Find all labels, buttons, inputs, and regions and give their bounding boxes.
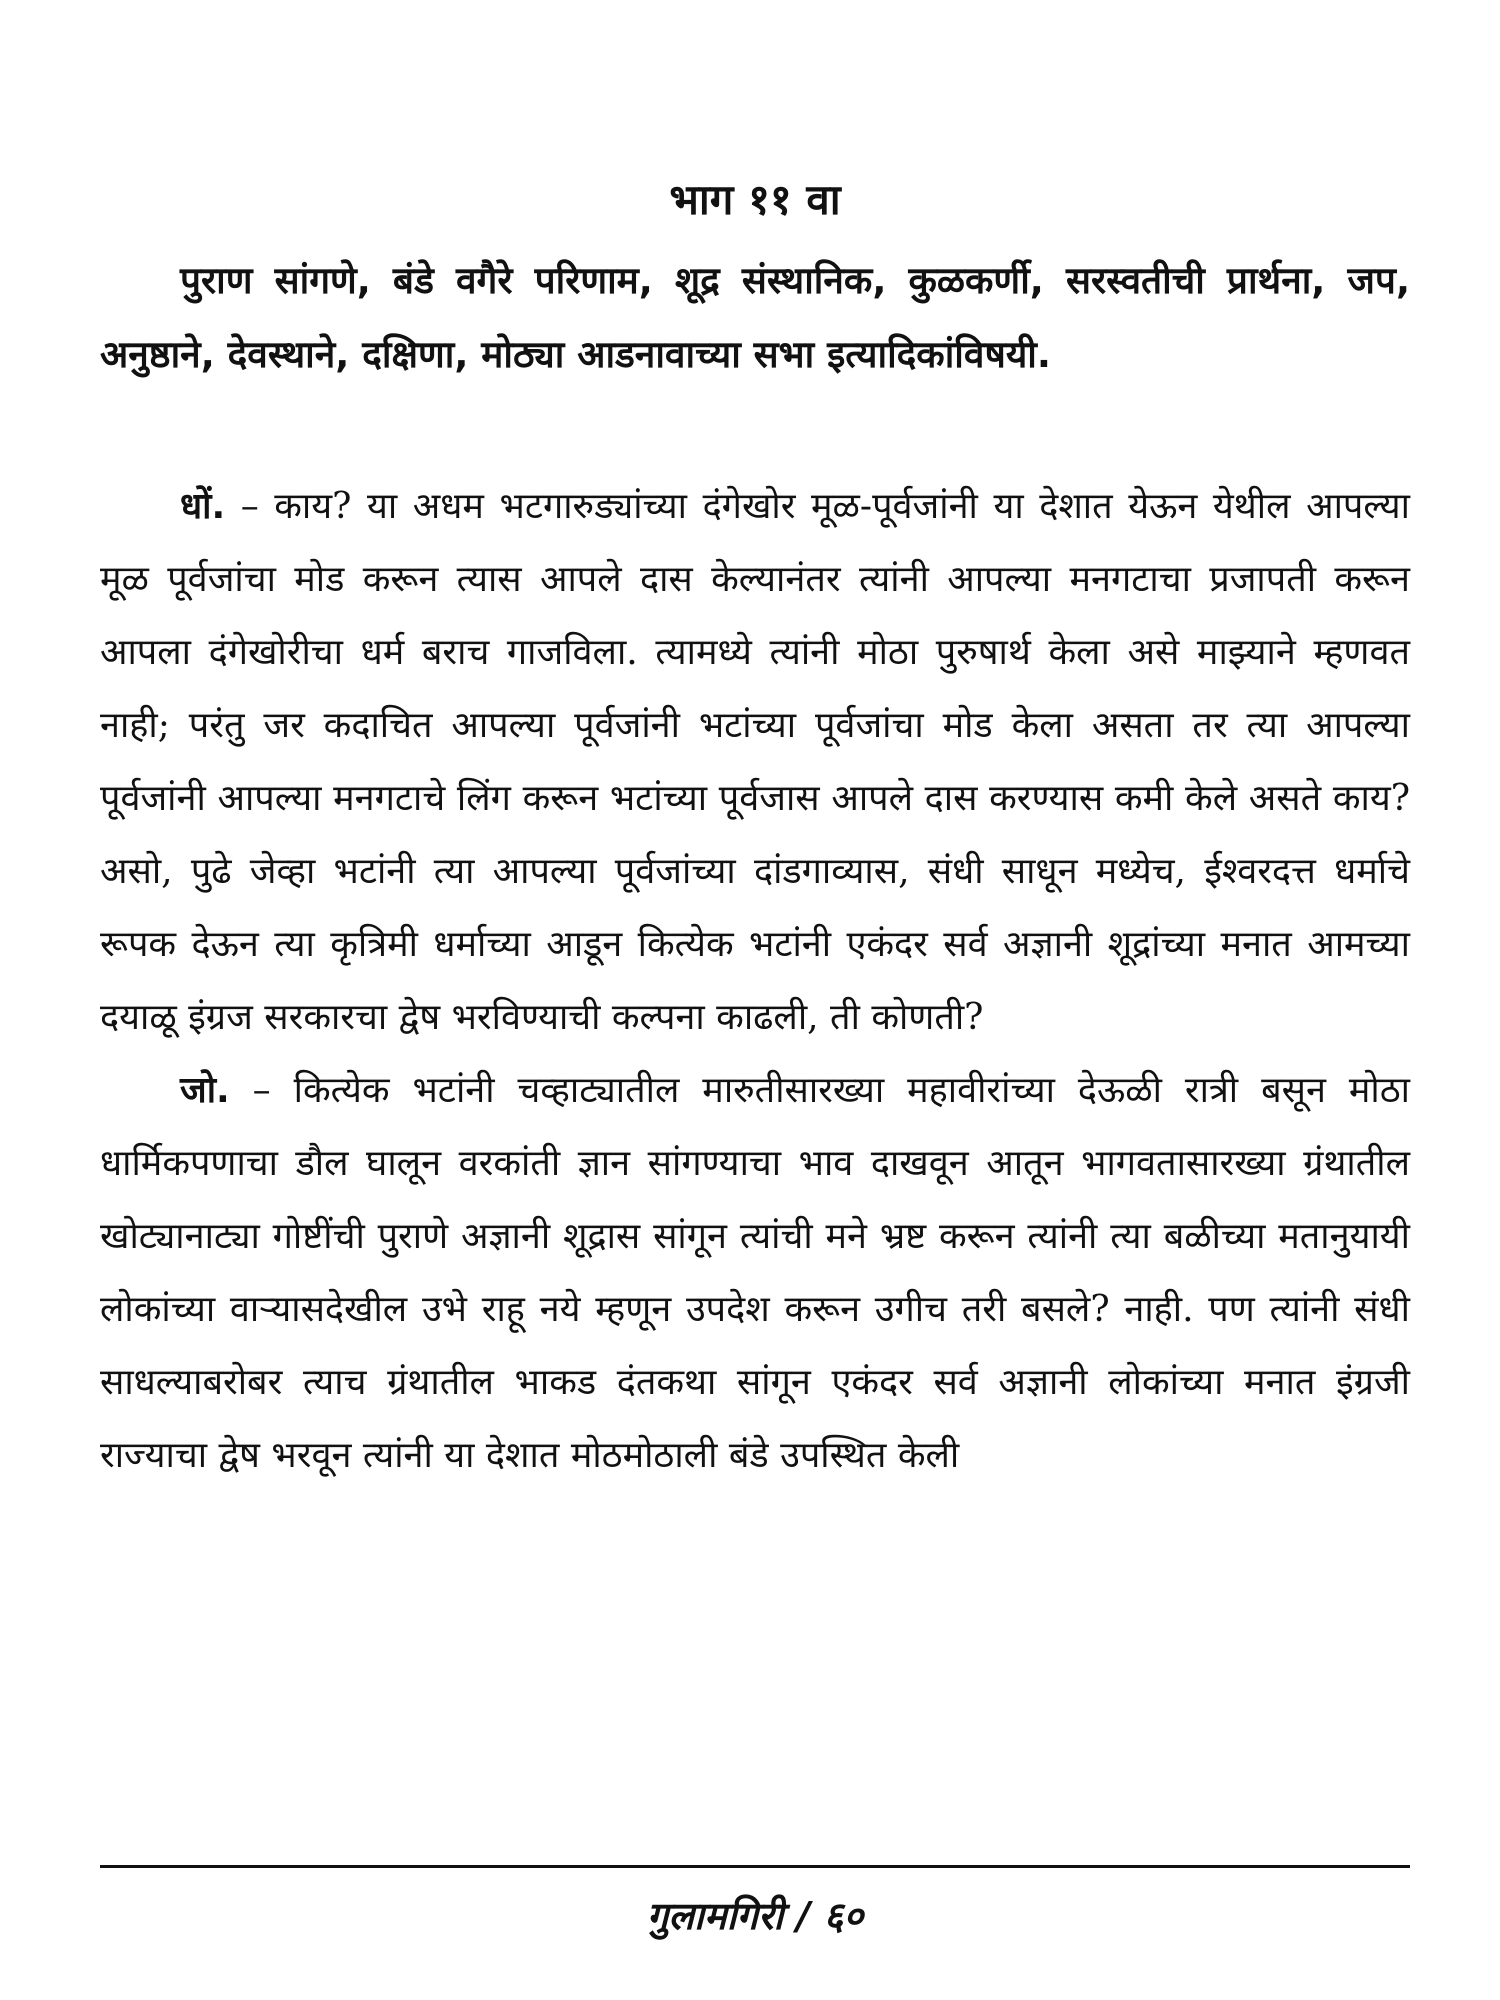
chapter-summary: पुराण सांगणे, बंडे वगैरे परिणाम, शूद्र संस्थानिक, कुळकर्णी, सरस्वतीची प्रार्थना, जप, अनुष्ठाने, देवस्थाने, दक्षिणा, मोठ्या आडनावाच्या सभा इत्यादिकांविषयी.: [100, 259, 1410, 376]
footer-separator: /: [783, 1894, 824, 1938]
footer-divider: [100, 1865, 1410, 1868]
paragraph-text: – काय? या अधम भटगारुड्यांच्या दंगेखोर मूळ-पूर्वजांनी या देशात येऊन येथील आपल्या मूळ पूर्वजांचा मोड करून त्यास आपले दास केल्यानंतर त्यांनी आपल्या मनगटाचा प्रजापती करून आपला दंगेखोरीचा धर्म बराच गाजविला. त्यामध्ये त्यांनी मोठा पुरुषार्थ केला असे माझ्याने म्हणवत नाही; परंतु जर कदाचित आपल्या पूर्वजांनी भटांच्या पूर्वजांचा मोड केला असता तर त्या आपल्या पूर्वजांनी आपल्या मनगटाचे लिंग करून भटांच्या पूर्वजास आपले दास करण्यास कमी केले असते काय? असो, पुढे जेव्हा भटांनी त्या आपल्या पूर्वजांच्या दांडगाव्यास, संधी साधून मध्येच, ईश्वरदत्त धर्माचे रूपक देऊन त्या कृत्रिमी धर्माच्या आडून कित्येक भटांनी एकंदर सर्व अज्ञानी शूद्रांच्या मनात आमच्या दयाळू इंग्रज सरकारचा द्वेष भरविण्याची कल्पना काढली, ती कोणती?: [100, 486, 1410, 1038]
chapter-title: भाग ११ वा: [669, 175, 841, 224]
book-title: गुलामगिरी: [646, 1894, 784, 1938]
dialogue-paragraph-dhon: [100, 470, 1410, 1054]
paragraph-text: – कित्येक भटांनी चव्हाट्यातील मारुतीसारख्या महावीरांच्या देऊळी रात्री बसून मोठा धार्मिकपणाचा डौल घालून वरकांती ज्ञान सांगण्याचा भाव दाखवून आतून भागवतासारख्या ग्रंथातील खोट्यानाट्या गोष्टींची पुराणे अज्ञानी शूद्रास सांगून त्यांची मने भ्रष्ट करून त्यांनी त्या बळीच्या मतानुयायी लोकांच्या वाऱ्यासदेखील उभे राहू नये म्हणून उपदेश करून उगीच तरी बसले? नाही. पण त्यांनी संधी साधल्याबरोबर त्याच ग्रंथातील भाकड दंतकथा सांगून एकंदर सर्व अज्ञानी लोकांच्या मनात इंग्रजी राज्याचा द्वेष भरवून त्यांनी या देशात मोठमोठाली बंडे उपस्थित केली: [100, 1070, 1410, 1476]
dialogue-paragraph-jo: [100, 1054, 1410, 1492]
page-footer: [100, 1888, 1410, 1944]
page-body: [100, 170, 1410, 1492]
speaker-label: धों.: [180, 486, 226, 527]
page-number: ६०: [823, 1894, 864, 1938]
speaker-label: जो.: [180, 1070, 230, 1111]
